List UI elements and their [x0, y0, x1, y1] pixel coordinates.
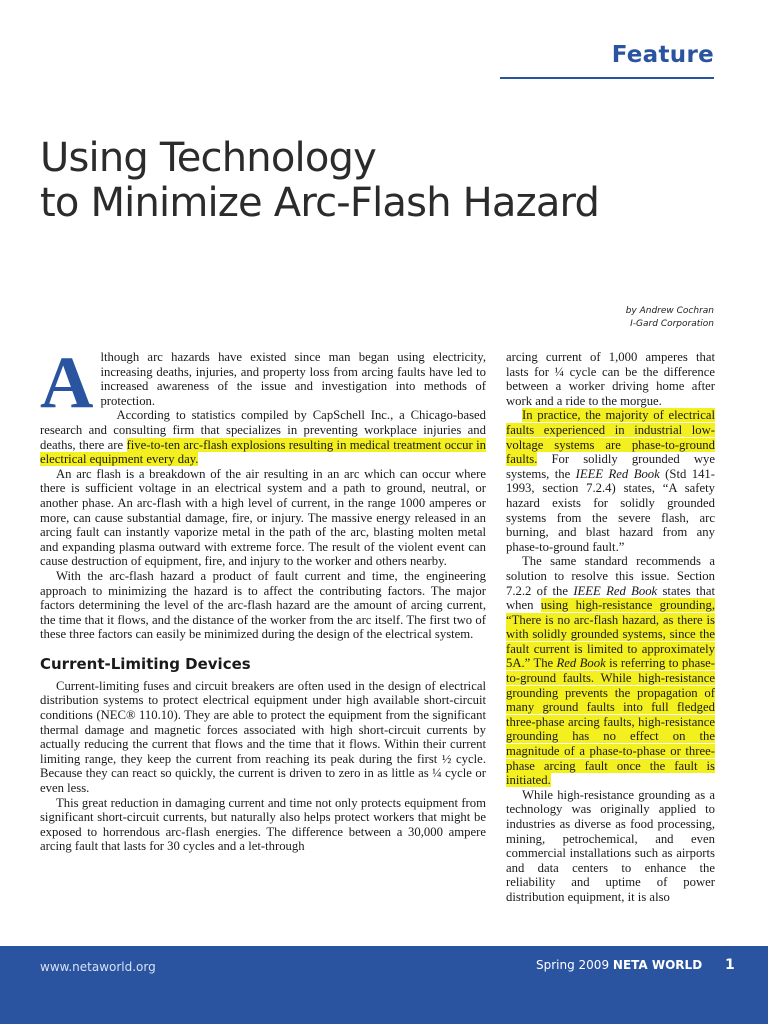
- paragraph-intro: [40, 342, 486, 424]
- drop-cap: A: [40, 342, 94, 424]
- paragraph-statistics: [40, 408, 486, 466]
- paragraph-in-practice: [506, 408, 715, 554]
- page-number: 1: [725, 957, 735, 973]
- issue-season: Spring 2009: [536, 958, 613, 972]
- paragraph-standard: [506, 554, 715, 788]
- section-label: Feature: [611, 42, 714, 68]
- paragraph-current-limiting: Current-limiting fuses and circuit breakers are often used in the design of electrical distribution systems to protect electrical equipment under high available short-circuit conditions (NEC® 110.10). They are able to protect the equipment from the significant thermal damage and magnetic forces associated with high short-circuit currents by actually reducing the current that flows and the time that it flows. Within their current limiting range, they keep the current from reaching its peak during the first ½ cycle. Because they can react so quickly, the current is driven to zero in as little as ¼ cycle or even less.: [40, 678, 486, 796]
- article-title: [40, 136, 599, 226]
- text-emphasis: IEEE Red Book: [575, 466, 660, 481]
- paragraph-engineering-approach: With the arc-flash hazard a product of fault current and time, the engineering approach to minimizing the hazard is to affect the contributing factors. The major factors determining the level of the arc-flash hazard are the amount of arcing current, the time that it flows, and the distance of the worker from the arc itself. The first two of these three factors can easily be minimized during the design of the electrical system.: [40, 568, 486, 642]
- text-run: The same standard recommends a solution to resolve this issue. Section 7.2.2 of the: [506, 554, 715, 598]
- intro-text: lthough arc hazards have existed since man began using electricity, increasing deaths, injuries, and property loss from arcing faults have led to increased awareness of the issue and investigation into methods of protection.: [100, 350, 486, 408]
- paragraph-arc-flash-definition: An arc flash is a breakdown of the air resulting in an arc which can occur where there is sufficient voltage in an electrical system and a path to ground, neutral, or another phase. An arc-flash with a high level of current, in the range 1000 amperes or more, can cause substantial damage, fire, or injury. The massive energy released in an arcing fault can instantly vaporize metal in the path of the arc, blasting molten metal and expanding plasma outward with extreme force. The result of the violent event can cause destruction of equipment, fire, and injury to the worker and others nearby.: [40, 466, 486, 569]
- footer-url[interactable]: www.netaworld.org: [40, 960, 156, 974]
- footer-issue: [536, 958, 702, 972]
- subhead-current-limiting: Current-Limiting Devices: [40, 654, 251, 673]
- title-line-2: to Minimize Arc-Flash Hazard: [40, 180, 600, 226]
- highlighted-text: In practice, the majority of electrical faults experienced in industrial low-voltage systems are phase-to-ground faults.: [506, 408, 715, 467]
- title-line-1: Using Technology: [40, 135, 376, 181]
- section-rule: [500, 77, 714, 79]
- issue-name: NETA WORLD: [612, 958, 703, 972]
- highlighted-text: using high-resistance grounding, “There is no arc-flash hazard, as there is with solidly grounded systems, since the fault current is limited to approximately 5A.” The: [506, 598, 715, 671]
- paragraph-reduction: This great reduction in damaging current and time not only protects equipment from significant short-circuit currents, but naturally also helps protect workers that might be exposed to horrendous arc-flash energies. The difference between a 30,000 ampere arcing fault that lasts for 30 cycles and a let-through: [40, 795, 486, 854]
- text-run: states that when: [506, 583, 715, 613]
- paragraph-continued: arcing current of 1,000 amperes that lasts for ¼ cycle can be the difference between a worker driving home after work and a ride to the morgue.: [506, 350, 715, 408]
- right-column: [506, 350, 715, 905]
- byline-organization: I-Gard Corporation: [630, 319, 714, 329]
- left-column: [40, 342, 486, 854]
- statistics-text: According to statistics compiled by CapSchell Inc., a Chicago-based research and consulting firm that specializes in preventing workplace injuries and deaths, there are: [40, 408, 486, 452]
- footer-bar: [0, 946, 768, 1024]
- text-run: For solidly grounded wye systems, the: [506, 452, 715, 481]
- byline: [626, 305, 714, 331]
- highlighted-text: five-to-ten arc-flash explosions resulting in medical treatment occur in electrical equipment every day.: [40, 437, 486, 467]
- highlighted-text: is referring to phase-to-ground faults. While high-resistance grounding prevents the propagation of many ground faults into full fledged three-phase arcing faults, high-resistance grounding has no effect on the magnitude of a phase-to-phase or three-phase arcing fault once the fault is initiated.: [506, 656, 716, 788]
- highlighted-emphasis: Red Book: [556, 656, 606, 671]
- paragraph-high-resistance: While high-resistance grounding as a technology was originally applied to industries as diverse as food processing, mining, petrochemical, and even commercial installations such as airports and data centers to enhance the reliability and uptime of power distribution equipment, it is also: [506, 787, 715, 904]
- text-run: (Std 141-1993, section 7.2.4) states, “A safety hazard exists for solidly grounded systems from the severe flash, arc burning, and blast hazard from any phase-to-ground fault.”: [506, 466, 715, 554]
- text-emphasis: IEEE Red Book: [573, 583, 658, 598]
- byline-author: by Andrew Cochran: [625, 306, 714, 316]
